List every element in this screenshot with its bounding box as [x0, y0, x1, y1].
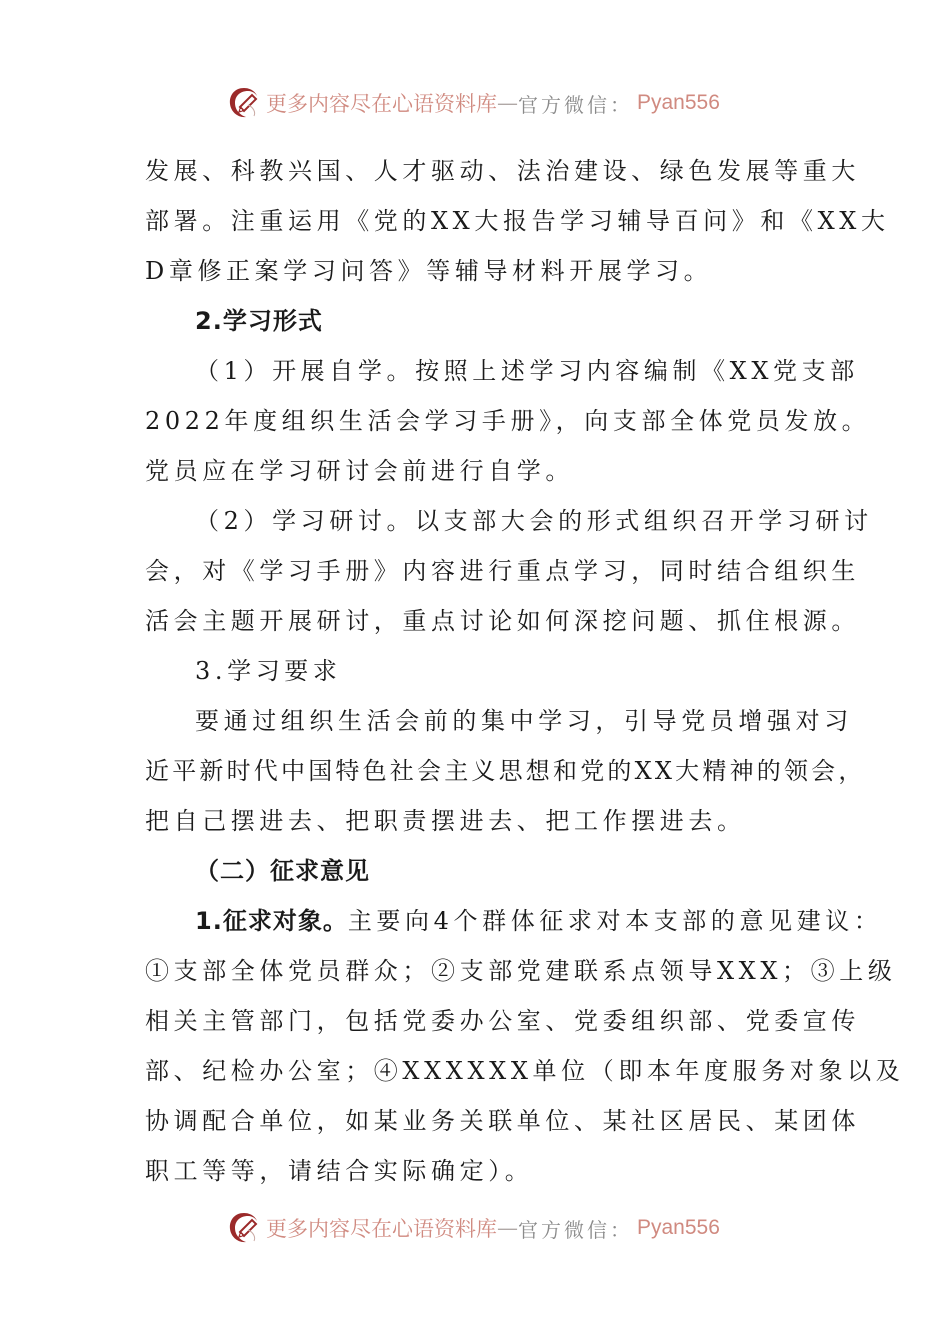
watermark-site-text: 更多内容尽在心语资料库: [266, 92, 497, 116]
inline-heading-targets: 1.征求对象。: [195, 907, 348, 935]
paragraph-line: ①支部全体党员群众；②支部党建联系点领导XXX；③上级: [145, 957, 897, 985]
paragraph-line: 部署。注重运用《党的XX大报告学习辅导百问》和《XX大: [145, 207, 890, 235]
pen-nib-logo-icon: [226, 1210, 262, 1246]
paragraph-line: 近平新时代中国特色社会主义思想和党的XX大精神的领会，: [145, 757, 866, 785]
paragraph-line: 党员应在学习研讨会前进行自学。: [145, 457, 574, 485]
footer-watermark: [226, 1208, 720, 1248]
paragraph-line: 发展、科教兴国、人才驱动、法治建设、绿色发展等重大: [145, 157, 860, 185]
paragraph-line: 协调配合单位，如某业务关联单位、某社区居民、某团体: [145, 1107, 860, 1135]
watermark-dash: —: [497, 1216, 518, 1240]
paragraph-line: 把自己摆进去、把职责摆进去、把工作摆进去。: [145, 807, 746, 835]
paragraph-line: 活会主题开展研讨，重点讨论如何深挖问题、抓住根源。: [145, 607, 860, 635]
watermark-dash: —: [497, 91, 518, 115]
paragraph-line: [145, 900, 883, 950]
paragraph-line: 要通过组织生活会前的集中学习，引导党员增强对习: [195, 707, 853, 735]
paragraph-line: 相关主管部门，包括党委办公室、党委组织部、党委宣传: [145, 1007, 860, 1035]
paragraph-line: 2022年度组织生活会学习手册》，向支部全体党员发放。: [145, 407, 871, 435]
paragraph-line: D章修正案学习问答》等辅导材料开展学习。: [145, 257, 713, 285]
header-watermark: [226, 83, 720, 123]
paragraph-line: （1）开展自学。按照上述学习内容编制《XX党支部: [195, 357, 859, 385]
document-body: [145, 150, 905, 1200]
paragraph-line: 会，对《学习手册》内容进行重点学习，同时结合组织生: [145, 557, 860, 585]
paragraph-line: （2）学习研讨。以支部大会的形式组织召开学习研讨: [195, 507, 873, 535]
watermark-wechat-id: Pyan556: [637, 1216, 720, 1239]
paragraph-line: 部、纪检办公室；④XXXXXX单位（即本年度服务对象以及: [145, 1057, 905, 1085]
watermark-site-text: 更多内容尽在心语资料库: [266, 1217, 497, 1241]
watermark-wechat-id: Pyan556: [637, 91, 720, 114]
heading-solicit-opinions: （二）征求意见: [195, 857, 370, 885]
paragraph-text: 主要向4个群体征求对本支部的意见建议：: [347, 907, 883, 935]
watermark-label: 官方微信：: [518, 1217, 633, 1242]
pen-nib-logo-icon: [226, 85, 262, 121]
watermark-label: 官方微信：: [518, 92, 633, 117]
heading-study-requirements: 3.学习要求: [195, 657, 342, 685]
paragraph-line: 职工等等，请结合实际确定）。: [145, 1157, 534, 1185]
heading-study-format: 2.学习形式: [195, 307, 323, 335]
